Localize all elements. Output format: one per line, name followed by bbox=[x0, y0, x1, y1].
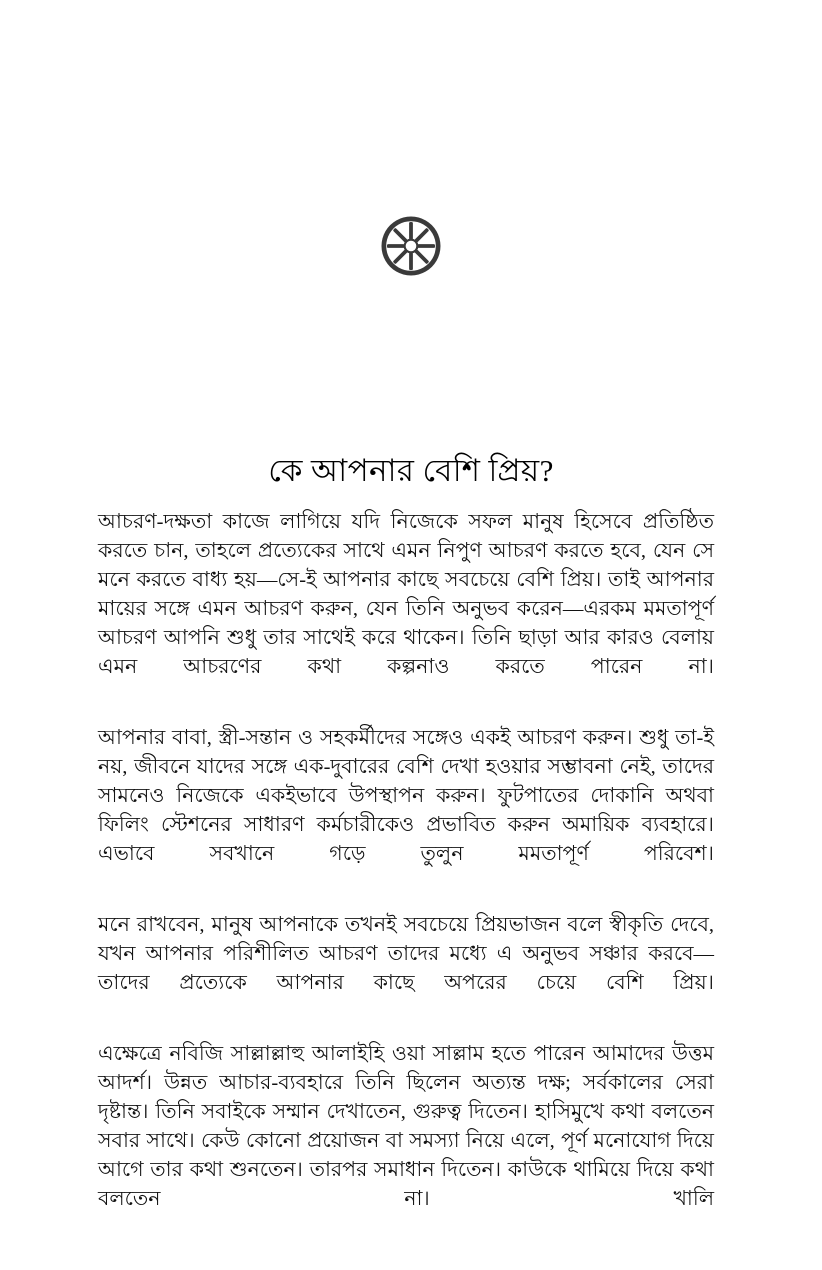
body-text-column bbox=[98, 508, 714, 1243]
flower-wheel-ornament-icon bbox=[381, 216, 441, 276]
ornament-container bbox=[0, 216, 822, 276]
body-paragraph: আপনার বাবা, স্ত্রী-সন্তান ও সহকর্মীদের সঙ্গেও একই আচরণ করুন। শুধু তা-ই নয়, জীবনে যাদের সঙ্গে এক-দুবারের বেশি দেখা হওয়ার সম্ভাবনা নেই, তাদের সামনেও নিজেকে একইভাবে উপস্থাপন করুন। ফুটপাতের দোকানি অথবা ফিলিং স্টেশনের সাধারণ কর্মচারীকেও প্রভাবিত করুন অমায়িক ব্যবহারে। এভাবে সবখানে গড়ে তুলুন মমতাপূর্ণ পরিবেশ। bbox=[98, 727, 714, 865]
chapter-title: কে আপনার বেশি প্রিয়? bbox=[268, 452, 554, 488]
body-paragraph: মনে রাখবেন, মানুষ আপনাকে তখনই সবচেয়ে প্রিয়ভাজন বলে স্বীকৃতি দেবে, যখন আপনার পরিশীলিত আচরণ তাদের মধ্যে এ অনুভব সঞ্চার করবে—তাদের প্রত্যেকে আপনার কাছে অপরের চেয়ে বেশি প্রিয়। bbox=[98, 914, 715, 994]
body-paragraph: আচরণ-দক্ষতা কাজে লাগিয়ে যদি নিজেকে সফল মানুষ হিসেবে প্রতিষ্ঠিত করতে চান, তাহলে প্রত্যেকের সাথে এমন নিপুণ আচরণ করতে হবে, যেন সে মনে করতে বাধ্য হয়—সে-ই আপনার কাছে সবচেয়ে বেশি প্রিয়। তাই আপনার মায়ের সঙ্গে এমন আচরণ করুন, যেন তিনি অনুভব করেন—এরকম মমতাপূর্ণ আচরণ আপনি শুধু তার সাথেই করে থাকেন। তিনি ছাড়া আর কারও বেলায় এমন আচরণের কথা কল্পনাও করতে পারেন না। bbox=[98, 511, 714, 678]
body-paragraph: এক্ষেত্রে নবিজি সাল্লাল্লাহু আলাইহি ওয়া সাল্লাম হতে পারেন আমাদের উত্তম আদর্শ। উন্নত আচার-ব্যবহারে তিনি ছিলেন অত্যন্ত দক্ষ; সর্বকালের সেরা দৃষ্টান্ত। তিনি সবাইকে সম্মান দেখাতেন, গুরুত্ব দিতেন। হাসিমুখে কথা বলতেন সবার সাথে। কেউ কোনো প্রয়োজন বা সমস্যা নিয়ে এলে, পূর্ণ মনোযোগ দিয়ে আগে তার কথা শুনতেন। তারপর সমাধান দিতেন। কাউকে থামিয়ে দিয়ে কথা বলতেন না। খালি bbox=[98, 1043, 714, 1210]
